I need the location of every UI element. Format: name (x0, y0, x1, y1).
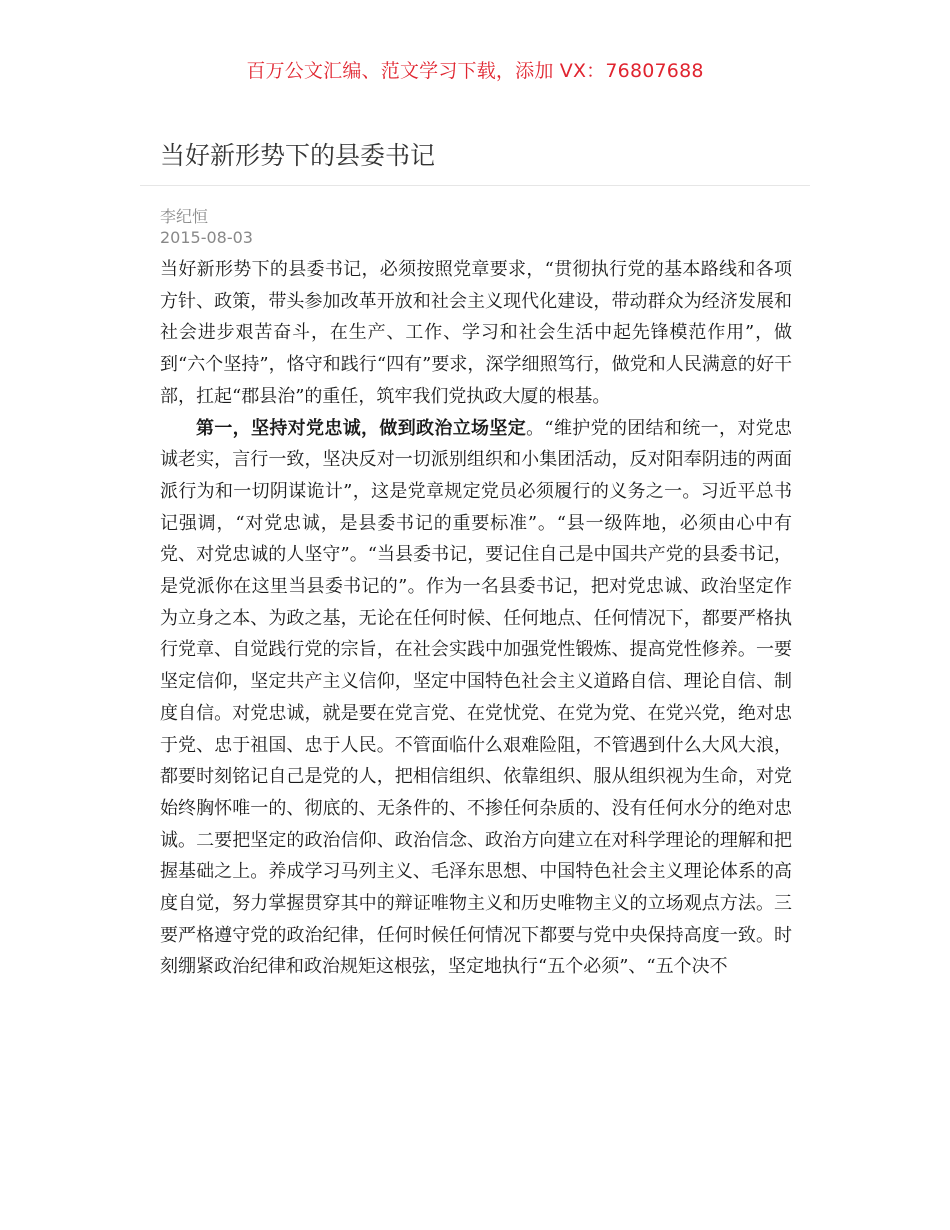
paragraph (160, 413, 792, 984)
paragraph: 当好新形势下的县委书记，必须按照党章要求，“贯彻执行党的基本路线和各项方针、政策，带头参加改革开放和社会主义现代化建设，带动群众为经济发展和社会进步艰苦奋斗，在生产、工作、学习和社会生活中起先锋模范作用”，做到“六个坚持”，恪守和践行“四有”要求，深学细照笃行，做党和人民满意的好干部，扛起“郡县治”的重任，筑牢我们党执政大厦的根基。 (160, 259, 792, 407)
paragraph-text: 。“维护党的团结和统一，对党忠诚老实，言行一致，坚决反对一切派别组织和小集团活动，反对阳奉阴违的两面派行为和一切阴谋诡计”，这是党章规定党员必须履行的义务之一。习近平总书记强调，“对党忠诚，是县委书记的重要标准”。“县一级阵地，必须由心中有党、对党忠诚的人坚守”。“当县委书记，要记住自己是中国共产党的县委书记，是党派你在这里当县委书记的”。作为一名县委书记，把对党忠诚、政治坚定作为立身之本、为政之基，无论在任何时候、任何地点、任何情况下，都要严格执行党章、自觉践行党的宗旨，在社会实践中加强党性锻炼、提高党性修养。一要坚定信仰，坚定共产主义信仰，坚定中国特色社会主义道路自信、理论自信、制度自信。对党忠诚，就是要在党言党、在党忧党、在党为党、在党兴党，绝对忠于党、忠于祖国、忠于人民。不管面临什么艰难险阻，不管遇到什么大风大浪，都要时刻铭记自己是党的人，把相信组织、依靠组织、服从组织视为生命，对党始终胸怀唯一的、彻底的、无条件的、不掺任何杂质的、没有任何水分的绝对忠诚。二要把坚定的政治信仰、政治信念、政治方向建立在对科学理论的理解和把握基础之上。养成学习马列主义、毛泽东思想、中国特色社会主义理论体系的高度自觉，努力掌握贯穿其中的辩证唯物主义和历史唯物主义的立场观点方法。三要严格遵守党的政治纪律，任何时候任何情况下都要与党中央保持高度一致。时刻绷紧政治纪律和政治规矩这根弦，坚定地执行“五个必须”、“五个决不 (160, 417, 793, 978)
article-body (160, 254, 792, 983)
promo-banner: 百万公文汇编、范文学习下载，添加 VX：76807688 (246, 60, 704, 82)
article-author: 李纪恒 (160, 207, 209, 226)
title-divider (140, 185, 810, 186)
article-title: 当好新形势下的县委书记 (160, 141, 436, 170)
article-date: 2015-08-03 (160, 228, 253, 247)
section-heading: 第一，坚持对党忠诚，做到政治立场坚定 (196, 417, 527, 439)
